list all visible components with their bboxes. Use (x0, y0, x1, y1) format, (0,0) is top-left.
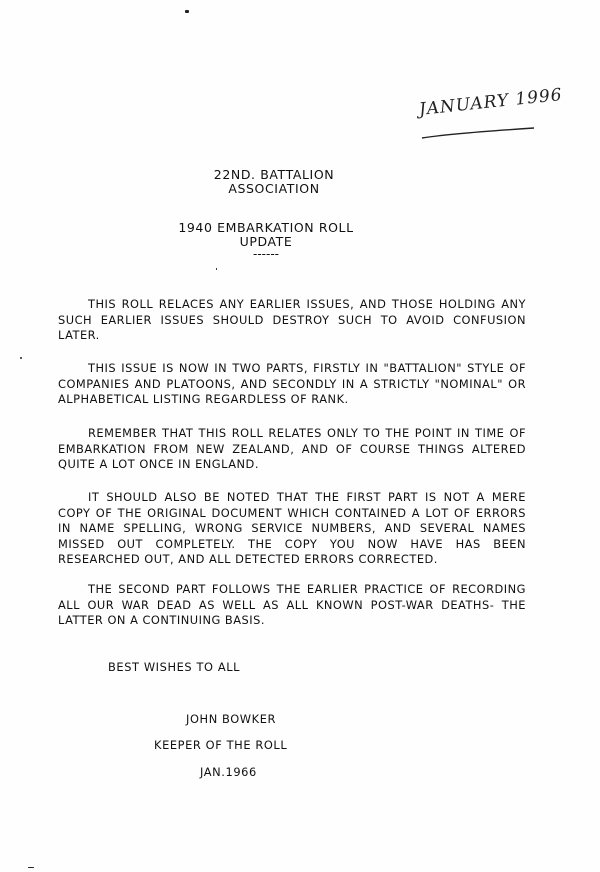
document-subtitle (0, 221, 566, 259)
paragraph-1 (58, 297, 526, 344)
scan-speck (28, 867, 34, 868)
document-title (0, 168, 574, 196)
paragraph-5 (58, 582, 526, 629)
subtitle-line-1: 1940 EMBARKATION ROLL (178, 220, 354, 235)
subtitle-line-2: UPDATE (239, 234, 293, 249)
scan-speck (20, 357, 22, 359)
closing-wishes: BEST WISHES TO ALL (108, 660, 241, 674)
signatory-role: KEEPER OF THE ROLL (154, 738, 288, 752)
paragraph-2-text: THIS ISSUE IS NOW IN TWO PARTS, FIRSTLY IN "BATTALION" STYLE OF COMPANIES AND PLATOONS, AND SECONDLY IN A STRICTLY "NOMINAL" OR ALPHABETICAL LISTING REGARDLESS OF RANK. (58, 361, 526, 406)
scan-speck (185, 10, 189, 13)
paragraph-3-text: REMEMBER THAT THIS ROLL RELATES ONLY TO THE POINT IN TIME OF EMBARKATION FROM NEW ZEALAND, AND OF COURSE THINGS ALTERED QUITE A LOT ONCE IN ENGLAND. (58, 426, 526, 471)
handwritten-date-note (418, 84, 564, 150)
scan-speck (216, 268, 217, 270)
paragraph-1-text: THIS ROLL RELACES ANY EARLIER ISSUES, AND THOSE HOLDING ANY SUCH EARLIER ISSUES SHOULD DESTROY SUCH TO AVOID CONFUSION LATER. (58, 297, 526, 342)
paragraph-2 (58, 361, 526, 408)
paragraph-4-text: IT SHOULD ALSO BE NOTED THAT THE FIRST PART IS NOT A MERE COPY OF THE ORIGINAL DOCUMENT WHICH CONTAINED A LOT OF ERRORS IN NAME SPELLING, WRONG SERVICE NUMBERS, AND SEVERAL NAMES MISSED OUT COMPLETELY. THE COPY YOU NOW HAVE HAS BEEN RESEARCHED OUT, AND ALL DETECTED ERRORS CORRECTED. (58, 490, 526, 566)
title-line-2: ASSOCIATION (228, 181, 320, 196)
title-line-1: 22ND. BATTALION (213, 167, 335, 182)
closing-date: JAN.1966 (200, 765, 257, 779)
handwritten-date-text: JANUARY 1996 (418, 84, 564, 120)
signatory-name: JOHN BOWKER (186, 712, 277, 726)
subtitle-underline: ------ (253, 247, 279, 261)
paragraph-4 (58, 490, 526, 568)
handwritten-underline (418, 122, 538, 142)
paragraph-5-text: THE SECOND PART FOLLOWS THE EARLIER PRACTICE OF RECORDING ALL OUR WAR DEAD AS WELL AS ALL KNOWN POST-WAR DEATHS- THE LATTER ON A CONTINUING BASIS. (58, 582, 526, 627)
paragraph-3 (58, 426, 526, 473)
